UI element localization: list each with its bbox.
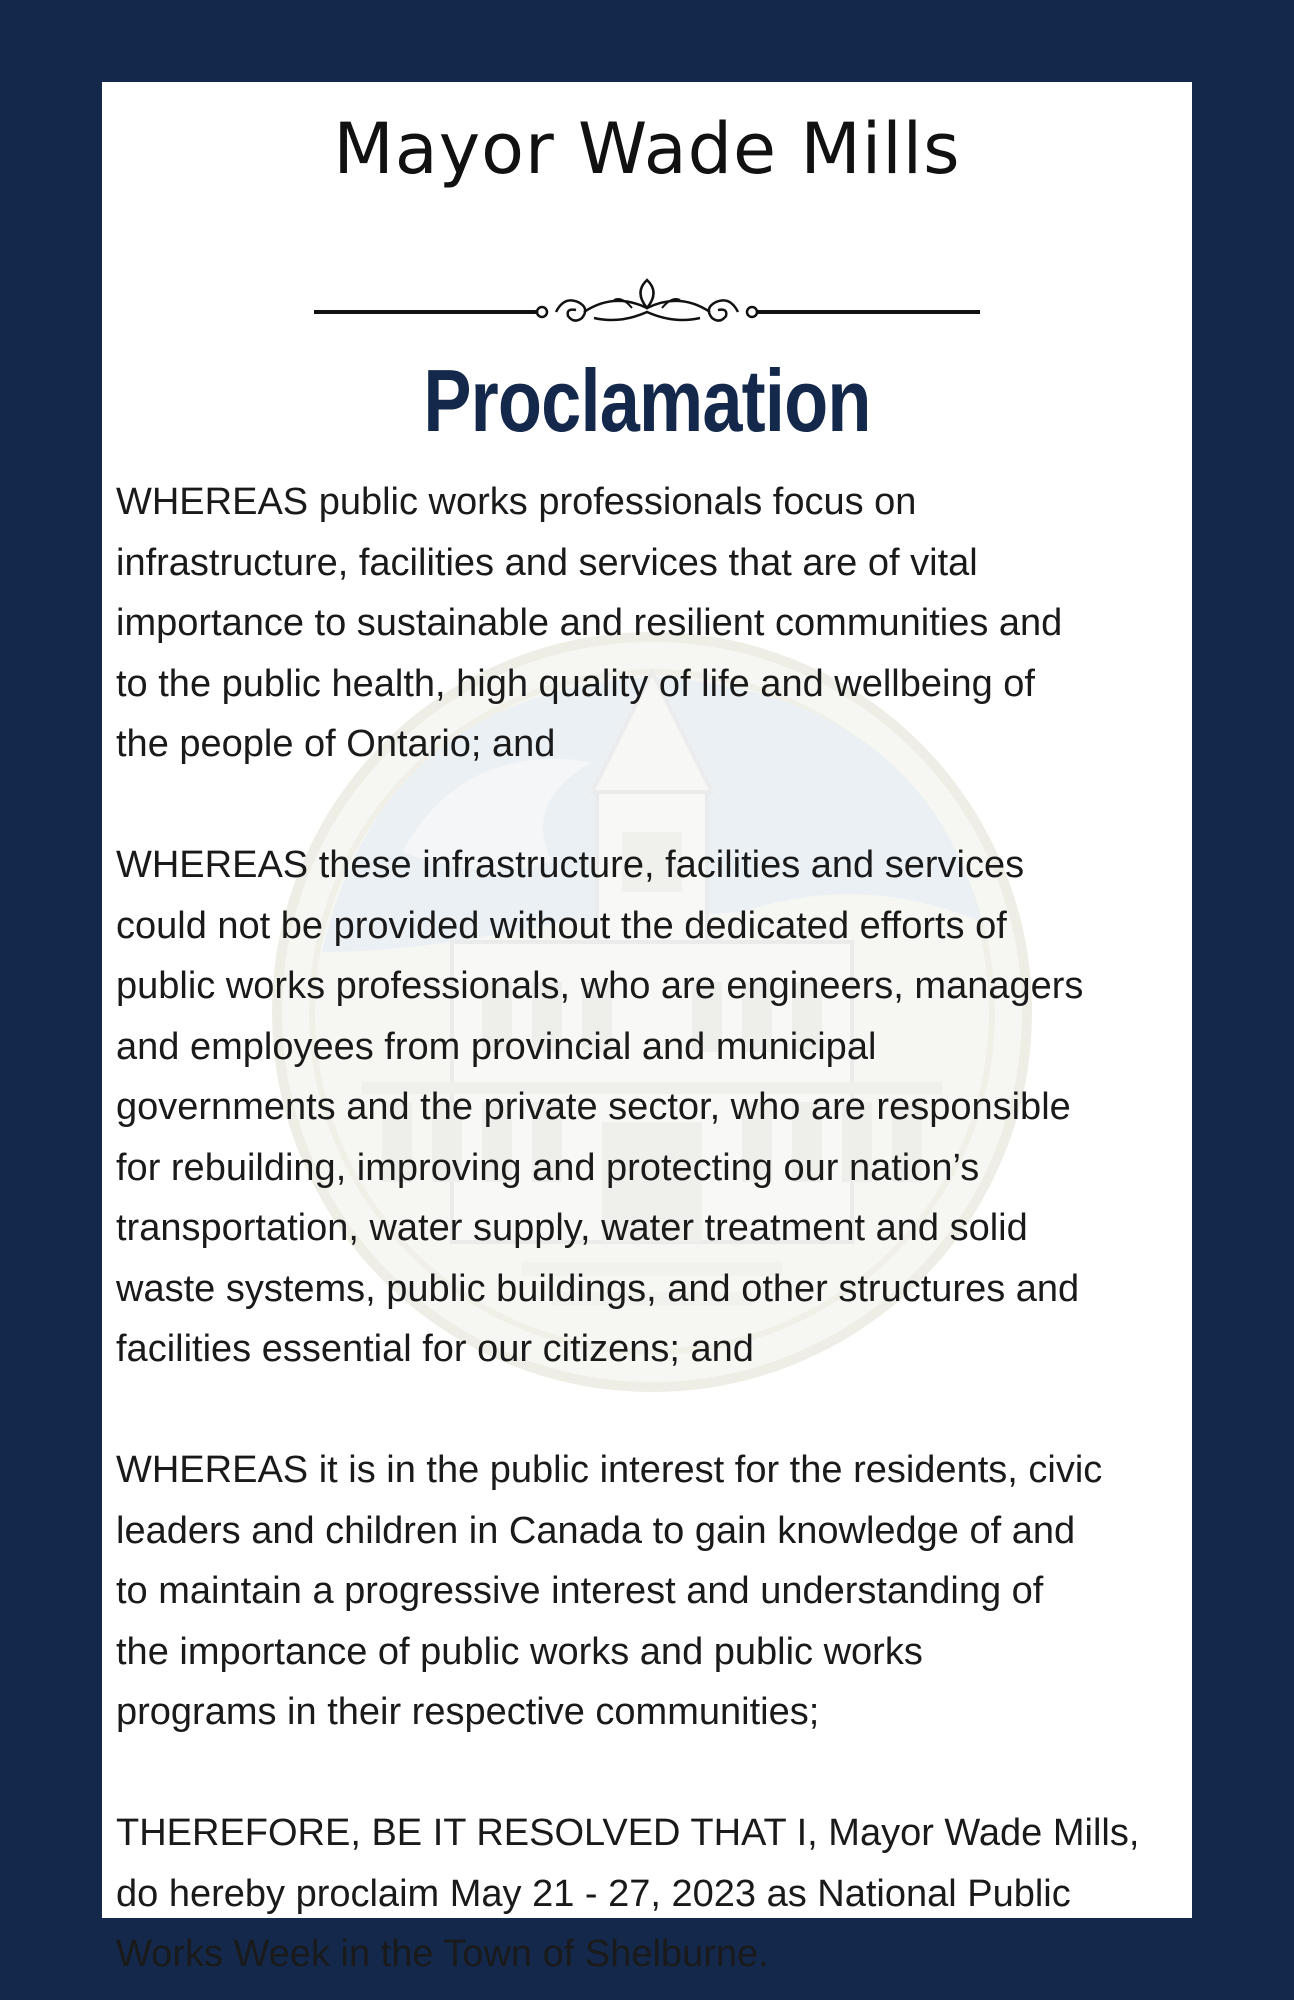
proclamation-title: Proclamation [423,351,871,450]
mayor-name-heading: Mayor Wade Mills [333,108,961,190]
flourish-divider-icon [314,278,980,326]
whereas-paragraph-3: WHEREAS it is in the public interest for the residents, civic leaders and children in Canada to gain knowledge of and to maintain a progressive interest and understanding of the importance of public works and public works programs in their respective communities; [116,1449,1103,1733]
proclamation-body [116,472,1186,1985]
whereas-paragraph-2: WHEREAS these infrastructure, facilities and services could not be provided without the dedicated efforts of public works professionals, who are engineers, managers and employees from provincial and municipal governments and the private sector, who are responsible for rebuilding, improving and protecting our nation’s transportation, water supply, water treatment and solid waste systems, public buildings, and other structures and facilities essential for our citizens; and [116,844,1084,1370]
proclamation-card [102,82,1192,1975]
resolution-paragraph: THEREFORE, BE IT RESOLVED THAT I, Mayor Wade Mills, do hereby proclaim May 21 - 27, 2023 as National Public Works Week in the Town of Shelburne. [116,1812,1140,1975]
whereas-paragraph-1: WHEREAS public works professionals focus on infrastructure, facilities and services that are of vital importance to sustainable and resilient communities and to the public health, high quality of life and wellbeing of the people of Ontario; and [116,481,1063,765]
